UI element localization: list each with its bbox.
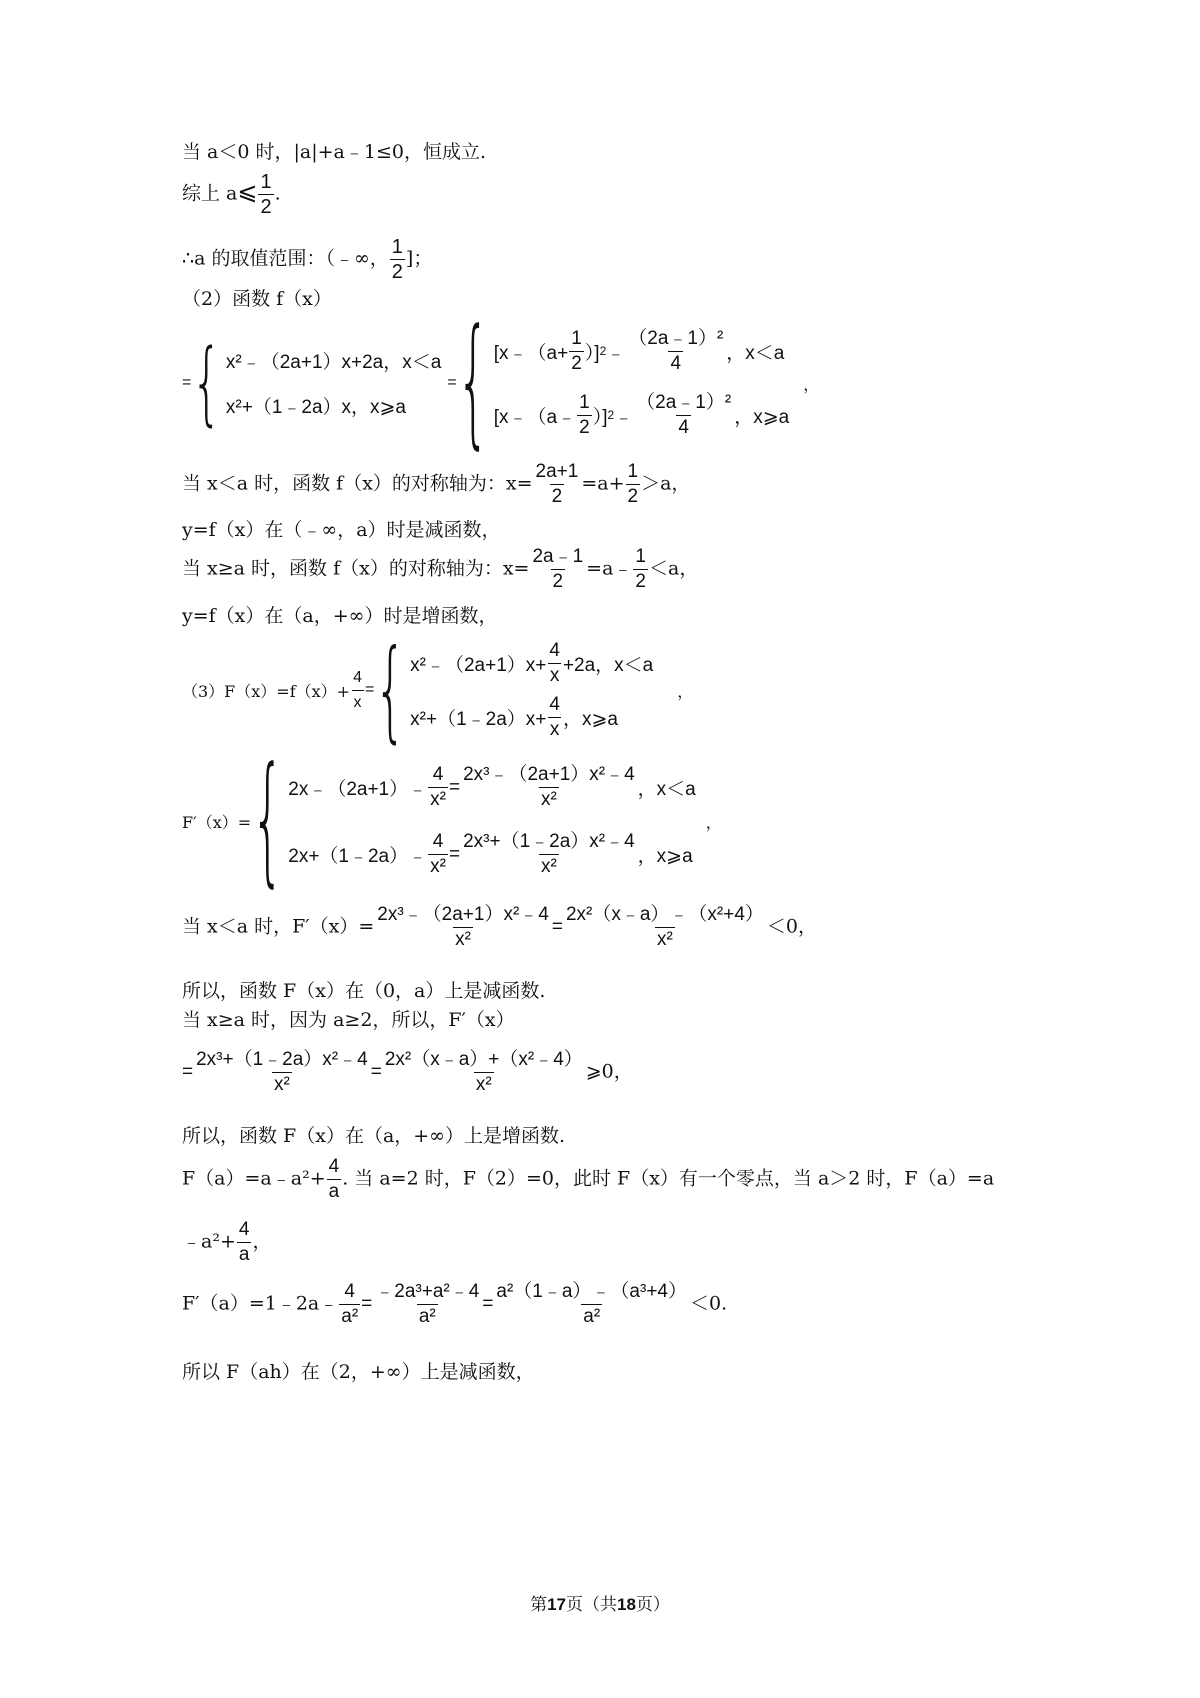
text-line: y=f（x）在（﹣∞，a）时是减函数， xyxy=(182,519,501,541)
fraction xyxy=(375,903,551,952)
denominator: a xyxy=(328,1181,340,1202)
numerator: 4 xyxy=(353,668,362,686)
denominator: 2 xyxy=(551,486,563,507)
text: =a+ xyxy=(581,472,625,495)
text-line: 所以 F（ah）在（2，+∞）上是减函数， xyxy=(182,1361,535,1383)
fraction xyxy=(428,763,448,812)
denominator: x² xyxy=(657,929,673,950)
equals-sign: = xyxy=(361,1293,373,1315)
text: 当 x＜a 时，F′（x）= xyxy=(182,915,375,938)
equals-sign: = xyxy=(182,374,192,391)
text: 2x+（1﹣2a）﹣ xyxy=(288,846,428,867)
fraction xyxy=(383,1048,585,1097)
numerator: 1 xyxy=(627,461,639,482)
fraction xyxy=(339,1280,360,1329)
numerator: 4 xyxy=(432,831,444,852)
numerator: 2a+1 xyxy=(535,461,579,482)
numerator: 2x³+（1﹣2a）x²﹣4 xyxy=(196,1049,368,1070)
text: ⩾0， xyxy=(585,1060,633,1083)
case-row: x²+（1﹣2a）x，x⩾a xyxy=(225,397,407,418)
exponent: 2 xyxy=(599,344,607,358)
text: [x﹣（a+ xyxy=(493,342,569,364)
denominator: 2 xyxy=(391,261,403,283)
cases xyxy=(288,754,695,888)
denominator: x xyxy=(352,690,364,715)
fraction xyxy=(390,235,405,284)
fraction xyxy=(634,391,733,440)
text: ＞a， xyxy=(641,472,691,495)
cases xyxy=(226,338,441,428)
case-row xyxy=(494,327,789,376)
denominator: x² xyxy=(540,789,557,810)
numerator: 4 xyxy=(549,693,560,715)
text: ，x⩾a xyxy=(562,708,618,730)
text: ﹣ xyxy=(606,342,626,364)
text: ，x＜a xyxy=(637,779,696,800)
text: （3）F（x）=f（x）+ xyxy=(182,681,351,701)
denominator: x xyxy=(549,664,560,686)
numerator: （2a﹣1）² xyxy=(628,327,724,349)
fraction xyxy=(534,460,581,509)
fraction xyxy=(569,327,584,376)
text: 当 x≥a 时，函数 f（x）的对称轴为：x= xyxy=(182,557,530,580)
denominator: 2 xyxy=(260,196,272,218)
comma: ， xyxy=(677,683,694,701)
fraction xyxy=(626,460,641,509)
fraction xyxy=(351,666,364,715)
fraction xyxy=(327,1155,342,1204)
fraction xyxy=(194,1048,370,1097)
brace: { xyxy=(374,626,407,754)
text: . xyxy=(274,182,281,205)
text: ， xyxy=(252,1230,272,1253)
numerator: 1 xyxy=(260,171,272,193)
denominator: a² xyxy=(583,1306,601,1327)
fraction xyxy=(547,639,562,688)
page-footer xyxy=(0,1590,1200,1615)
fraction xyxy=(461,830,637,879)
numerator: a²（1﹣a）﹣（a³+4） xyxy=(496,1281,687,1302)
text: . 当 a=2 时，F（2）=0，此时 F（x）有一个零点，当 a＞2 时，F（a）=a xyxy=(342,1167,995,1190)
text: F′（x）= xyxy=(182,812,252,832)
text-line xyxy=(182,1155,994,1204)
text: 2x﹣（2a+1）﹣ xyxy=(288,779,428,800)
equals-sign: = xyxy=(551,916,563,938)
numerator: 2x²（x﹣a）+（x²﹣4） xyxy=(384,1049,583,1070)
equals-sign: = xyxy=(482,1293,494,1315)
case-row: x²﹣（2a+1）x+2a，x＜a xyxy=(225,352,442,373)
text-line xyxy=(182,1218,271,1267)
denominator: 2 xyxy=(552,571,564,592)
text: x²+（1﹣2a）x+ xyxy=(410,708,547,730)
equals-sign: = xyxy=(364,681,375,698)
denominator: 2 xyxy=(635,571,646,592)
denominator: a² xyxy=(418,1306,436,1327)
fraction xyxy=(494,1280,689,1329)
page-number: 17 xyxy=(547,1595,566,1614)
conclusion-line xyxy=(182,170,281,219)
fraction xyxy=(626,327,725,376)
denominator: x² xyxy=(273,1074,290,1095)
denominator: 2 xyxy=(627,486,639,507)
denominator: a xyxy=(238,1244,250,1265)
text: ＜0， xyxy=(766,915,818,938)
text: =a﹣ xyxy=(586,557,633,580)
numerator: 1 xyxy=(391,236,403,258)
numerator: （2a﹣1）² xyxy=(636,391,732,413)
axis-line xyxy=(182,545,698,594)
numerator: 2x³﹣（2a+1）x²﹣4 xyxy=(377,904,549,925)
text-line: 所以，函数 F（x）在（a，+∞）上是增函数. xyxy=(182,1125,566,1147)
text: 当 x＜a 时，函数 f（x）的对称轴为：x= xyxy=(182,472,533,495)
range-line xyxy=(182,235,432,284)
equals-sign: = xyxy=(448,843,461,865)
text: ）] xyxy=(584,342,600,364)
axis-line xyxy=(182,460,690,509)
text: ﹣a²+ xyxy=(182,1230,236,1253)
case-row xyxy=(288,763,695,812)
text: ＜a， xyxy=(649,557,699,580)
case-row xyxy=(288,830,695,879)
denominator: a² xyxy=(341,1306,359,1327)
text: ）] xyxy=(592,406,608,428)
equals-sign: = xyxy=(370,1061,382,1083)
equals-sign: = xyxy=(447,374,457,391)
text-line: y=f（x）在（a，+∞）时是增函数， xyxy=(182,605,498,627)
text: ∴a 的取值范围：（﹣∞， xyxy=(182,247,389,270)
denominator: x² xyxy=(455,929,471,950)
denominator: x xyxy=(549,718,560,740)
text: ，x⩾a xyxy=(637,846,693,867)
denominator: x² xyxy=(430,789,446,810)
numerator: 2x²（x﹣a）﹣（x²+4） xyxy=(565,904,764,925)
numerator: 2x³+（1﹣2a）x²﹣4 xyxy=(463,831,635,852)
numerator: 1 xyxy=(579,391,590,413)
piecewise-system xyxy=(182,626,694,754)
relation-symbol: ⩽ xyxy=(237,178,258,206)
case-row xyxy=(494,391,789,440)
text: ，x＜a xyxy=(726,342,785,364)
fraction xyxy=(530,545,585,594)
comma: ， xyxy=(705,814,722,832)
case-row xyxy=(410,693,653,742)
denominator: x² xyxy=(430,856,446,877)
fraction xyxy=(564,903,766,952)
brace: { xyxy=(191,329,222,437)
brace: { xyxy=(456,302,490,464)
text: F′（a）=1﹣2a﹣ xyxy=(182,1292,339,1315)
comma: ， xyxy=(803,376,820,394)
numerator: 2x³﹣（2a+1）x²﹣4 xyxy=(463,764,635,785)
text: F（a）=a﹣a²+ xyxy=(182,1167,326,1190)
fraction xyxy=(373,1280,481,1329)
numerator: 4 xyxy=(432,764,444,785)
footer-text: 第 xyxy=(530,1595,548,1615)
fraction xyxy=(258,170,273,219)
fraction xyxy=(633,545,648,594)
denominator: x² xyxy=(475,1074,492,1095)
derivative-line xyxy=(182,903,817,952)
page-total: 18 xyxy=(617,1595,636,1614)
numerator: 4 xyxy=(549,639,560,661)
text: +2a，x＜a xyxy=(562,654,654,676)
cases xyxy=(410,636,653,744)
footer-text: 页（共 xyxy=(566,1595,617,1615)
denominator: 4 xyxy=(678,416,689,438)
equals-sign: = xyxy=(448,776,461,798)
equals-sign: = xyxy=(182,1061,194,1083)
brace: { xyxy=(251,740,285,902)
text: 综上 a xyxy=(182,182,238,205)
text-line: 当 a＜0 时，|a|+a﹣1≤0，恒成立. xyxy=(182,141,487,163)
fraction xyxy=(237,1218,252,1267)
numerator: 4 xyxy=(238,1219,250,1240)
text: ]； xyxy=(405,247,433,270)
text-line: 所以，函数 F（x）在（0，a）上是减函数. xyxy=(182,980,546,1002)
text: ＜0. xyxy=(690,1292,728,1315)
exponent: 2 xyxy=(607,408,615,422)
text: x²﹣（2a+1）x+ xyxy=(410,654,547,676)
numerator: 1 xyxy=(571,327,582,349)
case-row xyxy=(410,639,653,688)
derivative-line xyxy=(182,1048,633,1097)
derivative-system xyxy=(182,740,722,902)
text: [x﹣（a﹣ xyxy=(493,406,577,428)
fraction xyxy=(577,391,592,440)
cases xyxy=(494,319,789,447)
numerator: 4 xyxy=(344,1281,355,1302)
denominator: 2 xyxy=(579,416,590,438)
section-heading: （2）函数 f（x） xyxy=(182,288,332,310)
footer-text: 页） xyxy=(635,1595,670,1615)
derivative-line xyxy=(182,1280,727,1329)
fraction xyxy=(547,693,562,742)
numerator: ﹣2a³+a²﹣4 xyxy=(375,1281,480,1302)
piecewise-system xyxy=(182,302,820,464)
numerator: 4 xyxy=(328,1156,340,1177)
denominator: 2 xyxy=(571,352,582,374)
fraction xyxy=(461,763,637,812)
numerator: 1 xyxy=(635,546,646,567)
text: ，x⩾a xyxy=(734,406,790,428)
numerator: 2a﹣1 xyxy=(532,546,584,567)
fraction xyxy=(428,830,448,879)
text: ﹣ xyxy=(614,406,634,428)
text-line: 当 x≥a 时，因为 a≥2，所以，F′（x） xyxy=(182,1009,515,1031)
denominator: 4 xyxy=(670,352,682,374)
denominator: x² xyxy=(540,856,557,877)
